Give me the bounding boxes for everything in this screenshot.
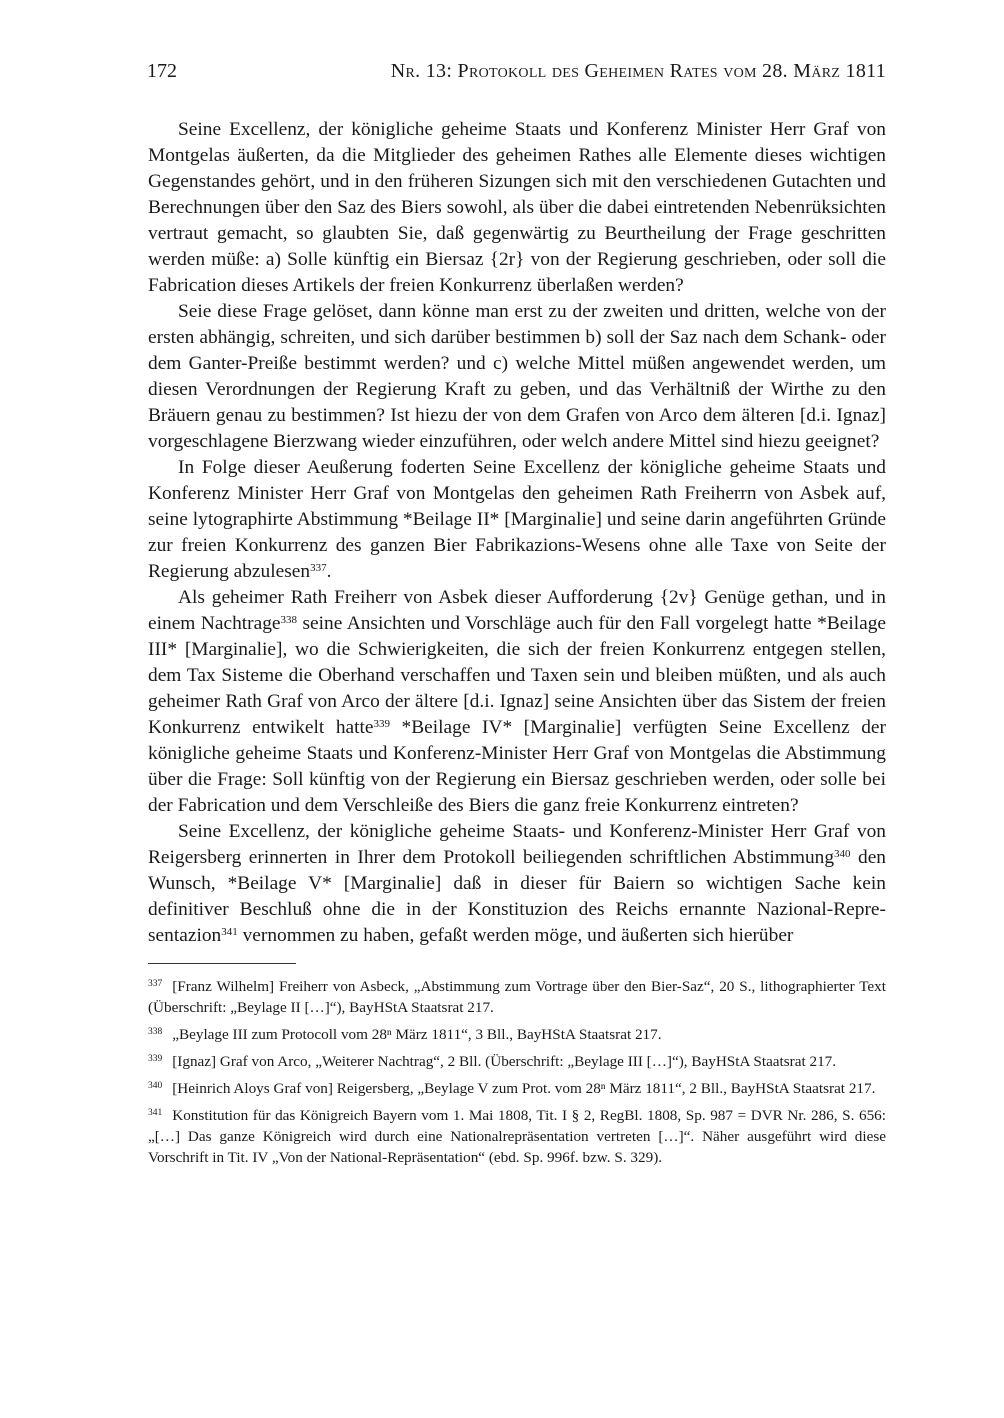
footnote-divider <box>148 963 296 964</box>
footnote-ref-341[interactable]: 341 <box>221 926 238 938</box>
paragraph-4 <box>148 585 886 819</box>
document-page <box>148 60 886 1174</box>
footnote-ref-338[interactable]: 338 <box>280 614 298 626</box>
running-title: Nr. 13: Protokoll des Geheimen Rates vom 28. März 1811 <box>390 60 886 82</box>
footnote-number: 341 <box>148 1108 163 1118</box>
paragraph-3-end: . <box>326 561 332 582</box>
footnote-text: [Franz Wilhelm] Freiherr von Asbeck, „Abstimmung zum Vortrage über den Bier-Saz“, 20 S., lithographierter Text (Überschrift: „Beylage II […]“), BayHStA Staatsrat 217. <box>148 978 886 1016</box>
paragraph-3-text: In Folge dieser Aeußerung foderten Seine Excellenz der königliche geheime Staats und Konferenz Minister Herr Graf von Montgelas den geheimen Rath Freiherrn von Asbek auf, seine lytographirte Abstimmung *Beilage II* [Marginalie] und seine darin angeführten Gründe zur freien Konkurrenz des ganzen Bier Fabrikazions-Wesens ohne alle Taxe von Seite der Regierung abzulesen <box>148 457 886 582</box>
footnote-ref-339[interactable]: 339 <box>373 718 391 730</box>
footnote-ref-340[interactable]: 340 <box>834 848 851 860</box>
running-header <box>148 60 886 98</box>
footnote-number: 340 <box>148 1081 163 1091</box>
footnote-text: „Beylage III zum Protocoll vom 28ⁿ März 1811“, 3 Bll., BayHStA Staatsrat 217. <box>172 1026 662 1043</box>
footnote-number: 338 <box>148 1027 163 1037</box>
footnote-text: [Ignaz] Graf von Arco, „Weiterer Nachtrag“, 2 Bll. (Überschrift: „Beylage III […]“), BayHStA Staatsrat 217. <box>172 1053 837 1070</box>
footnote-339 <box>148 1051 886 1072</box>
paragraph-1: Seine Excellenz, der königliche geheime Staats und Konferenz Minister Herr Graf von Montgelas äußerten, da die Mitglieder des geheimen Rathes alle Elemente dieses wichtigen Gegenstandes gehört, und in den früheren Sizungen sich mit den verschiedenen Gutachten und Berechnungen über den Saz des Biers sowohl, als über die dabei eintretenden Nebenrüksichten vertraut gemacht, so glaubten Sie, daß gegenwärtig zu Beurtheilung der Frage geschritten werden müße: a) Solle künftig ein Biersaz {2r} von der Regierung geschrieben, oder soll die Fabrication dieses Artikels der freien Konkurrenz überlaßen werden? <box>148 119 886 296</box>
page-number: 172 <box>147 60 177 82</box>
paragraph-5-part-b: den Wunsch, *Beilage V* [Marginalie] daß in dieser für Baiern so wichtigen Sache kein definitiver Beschluß ohne die in der Konstituzion des Reichs ernannte Nazional-Representazion <box>148 847 886 946</box>
paragraph-2: Seie diese Frage gelöset, dann könne man erst zu der zweiten und dritten, welche von der ersten abhängig, schreiten, und sich darüber bestimmen b) soll der Saz nach dem Schank- oder dem Ganter-Preiße bestimmt werden? und c) welche Mittel müßen angewendet werden, um diesen Verordnungen der Regierung Kraft zu geben, und das Verhältniß der Wirthe zu den Bräuern genau zu bestimmen? Ist hiezu der von dem Grafen von Arco dem älteren [d.i. Ignaz] vorgeschlagene Bierzwang wieder einzuführen, oder welch andere Mittel sind hiezu geeignet? <box>148 301 886 452</box>
footnote-340 <box>148 1078 886 1099</box>
footnote-337 <box>148 976 886 1018</box>
main-text <box>148 117 886 949</box>
footnote-text: [Heinrich Aloys Graf von] Reigersberg, „Beylage V zum Prot. vom 28ⁿ März 1811“, 2 Bll., BayHStA Staatsrat 217. <box>172 1080 876 1097</box>
paragraph-4-part-a: Als geheimer Rath Freiherr von Asbek dieser Aufforderung {2v} Genüge gethan, und in einem Nachtrage <box>148 587 886 634</box>
paragraph-5 <box>148 819 886 949</box>
footnote-text: Konstitution für das Königreich Bayern vom 1. Mai 1808, Tit. I § 2, RegBl. 1808, Sp. 987 = DVR Nr. 286, S. 656: „[…] Das ganze Königreich wird durch eine Nationalrepräsentation vertreten […]“. Näher ausgeführt wird diese Vorschrift in Tit. IV „Von der National-Repräsentation“ (ebd. Sp. 996f. bzw. S. 329). <box>148 1107 886 1166</box>
footnote-number: 339 <box>148 1054 163 1064</box>
paragraph-5-part-a: Seine Excellenz, der königliche geheime Staats- und Konferenz-Minister Herr Graf von Reigersberg erinnerten in Ihrer dem Protokoll beiliegenden schriftlichen Abstimmung <box>148 821 886 868</box>
paragraph-5-part-c: vernommen zu haben, gefaßt werden möge, und äußerten sich hierüber <box>237 925 794 946</box>
footnotes <box>148 976 886 1168</box>
footnote-341 <box>148 1105 886 1168</box>
footnote-ref-337[interactable]: 337 <box>310 562 327 574</box>
paragraph-4-part-c: *Beilage IV* [Marginalie] verfügten Seine Excellenz der königliche geheime Staats und Konferenz-Minister Herr Graf von Montgelas die Abstimmung über die Frage: Soll künftig von der Regierung ein Biersaz geschrieben werden, oder solle bei der Fabrication und dem Verschleiße des Biers die ganz freie Konkurrenz eintreten? <box>148 717 886 816</box>
footnote-338 <box>148 1024 886 1045</box>
footnote-number: 337 <box>148 979 163 989</box>
paragraph-4-part-b: seine Ansichten und Vorschläge auch für den Fall vorgelegt hatte *Beilage III* [Marginalie], wo die Schwierigkeiten, die sich der freien Konkurrenz entgegen stellen, dem Tax Sisteme die Oberhand verschaffen und Taxen sein und bleiben müßten, und als auch geheimer Rath Graf von Arco der ältere [d.i. Ignaz] seine Ansichten über das Sistem der freien Konkurrenz entwikelt hatte <box>148 613 886 738</box>
paragraph-3 <box>148 455 886 585</box>
